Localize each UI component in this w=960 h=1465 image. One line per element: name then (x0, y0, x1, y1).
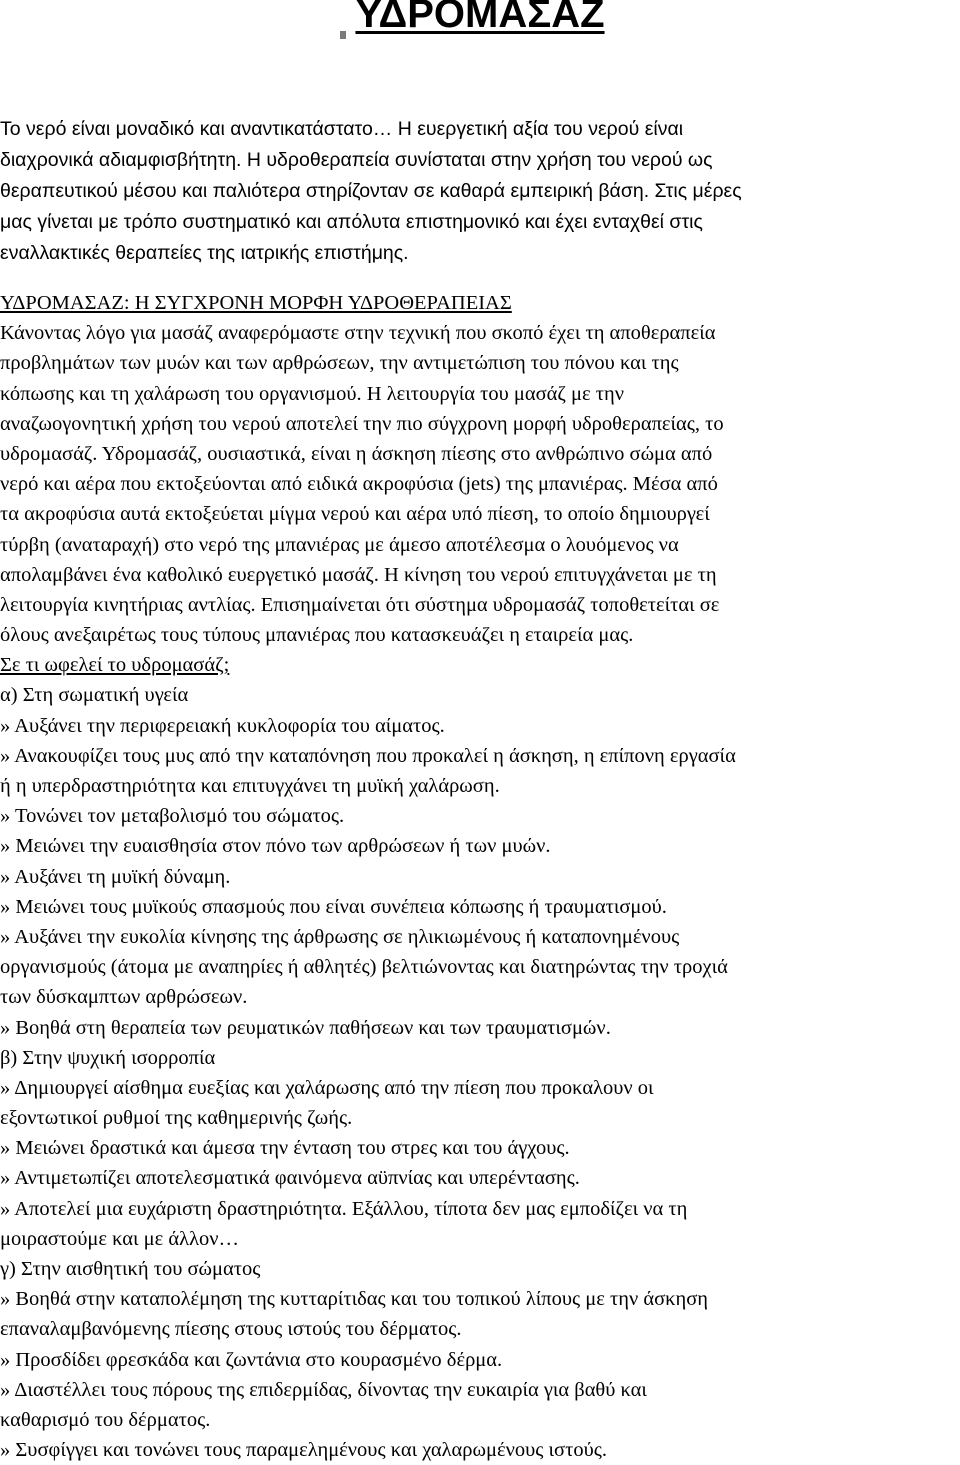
benefit-line: » Συσφίγγει και τονώνει τους παραμελημένους και χαλαρωμένους ιστούς. (0, 1439, 607, 1462)
benefit-line: » Αυξάνει την ευκολία κίνησης της άρθρωσης σε ηλικιωμένους ή καταπονημένους (0, 925, 680, 948)
benefit-line: μοιραστούμε και με άλλον… (0, 1227, 240, 1250)
benefit-line: » Ανακουφίζει τους μυς από την καταπόνηση που προκαλεί η άσκηση, η επίπονη εργασία (0, 744, 736, 767)
benefit-line: » Διαστέλλει τους πόρους της επιδερμίδας, δίνοντας την ευκαιρία για βαθύ και (0, 1378, 647, 1401)
benefit-line: των δύσκαμπτων αρθρώσεων. (0, 986, 248, 1009)
benefit-line: » Βοηθά στη θεραπεία των ρευματικών παθήσεων και των τραυματισμών. (0, 1016, 611, 1039)
section-b-heading: β) Στην ψυχική ισορροπία (0, 1046, 216, 1069)
benefit-line: ή η υπερδραστηριότητα και επιτυγχάνει τη μυϊκή χαλάρωση. (0, 775, 500, 797)
benefit-line: » Δημιουργεί αίσθημα ευεξίας και χαλάρωσης από την πίεση που προκαλουν οι (0, 1076, 654, 1099)
intro-line: θεραπευτικού μέσου και παλιότερα στηρίζονταν σε καθαρά εμπειρική βάση. Στις μέρες (0, 180, 742, 202)
body-line: προβλημάτων των μυών και των αρθρώσεων, την αντιμετώπιση του πόνου και της (0, 352, 679, 375)
document-title: ΥΔΡΟΜΑΣΑΖ (355, 0, 605, 36)
benefit-line: » Προσδίδει φρεσκάδα και ζωντάνια στο κουρασμένο δέρμα. (0, 1348, 503, 1371)
intro-line: μας γίνεται με τρόπο συστηματικό και απόλυτα επιστημονικό και έχει ενταχθεί στις (0, 211, 703, 233)
benefit-line: » Βοηθά στην καταπολέμηση της κυτταρίτιδας και του τοπικού λίπους με την άσκηση (0, 1288, 708, 1311)
intro-line: διαχρονικά αδιαμφισβήτητη. Η υδροθεραπεία συνίσταται στην χρήση του νερού ως (0, 149, 713, 171)
section-a-heading: α) Στη σωματική υγεία (0, 684, 189, 707)
body-line: τύρβη (αναταραχή) στο νερό της μπανιέρας με άμεσο αποτέλεσμα ο λουόμενος να (0, 533, 679, 556)
benefit-line: » Μειώνει την ευαισθησία στον πόνο των αρθρώσεων ή των μυών. (0, 835, 551, 858)
section-c-heading: γ) Στην αισθητική του σώματος (0, 1258, 261, 1280)
benefit-line: » Αντιμετωπίζει αποτελεσματικά φαινόμενα αϋπνίας και υπερέντασης. (0, 1167, 580, 1190)
benefit-line: » Αυξάνει τη μυϊκή δύναμη. (0, 865, 231, 888)
body-line: αναζωογονητική χρήση του νερού αποτελεί την πιο σύγχρονη μορφή υδροθεραπείας, το (0, 412, 724, 435)
benefit-line: » Τονώνει τον μεταβολισμό του σώματος. (0, 805, 345, 828)
benefit-line: » Μειώνει τους μυϊκούς σπασμούς που είναι συνέπεια κόπωσης ή τραυματισμού. (0, 895, 667, 918)
benefit-line: οργανισμούς (άτομα με αναπηρίες ή αθλητές) βελτιώνοντας και διατηρώντας την τροχιά (0, 956, 728, 979)
body-line: λειτουργία κινητήριας αντλίας. Επισημαίνεται ότι σύστημα υδρομασάζ τοποθετείται σε (0, 593, 720, 616)
benefit-line: εξοντωτικοί ρυθμοί της καθημερινής ζωής. (0, 1107, 353, 1130)
section-heading: ΥΔΡΟΜΑΣΑΖ: Η ΣΥΓΧΡΟΝΗ ΜΟΡΦΗ ΥΔΡΟΘΕΡΑΠΕΙΑΣ (0, 292, 512, 314)
intro-paragraph (0, 114, 925, 269)
benefits-question: Σε τι ωφελεί το υδρομασάζ; (0, 654, 230, 677)
intro-line: Το νερό είναι μοναδικό και αναντικατάστατο… Η ευεργετική αξία του νερού είναι (0, 118, 684, 140)
body-line: υδρομασάζ. Υδρομασάζ, ουσιαστικά, είναι η άσκηση πίεσης στο ανθρώπινο σώμα από (0, 442, 713, 465)
main-content (0, 288, 960, 1465)
body-line: Κάνοντας λόγο για μασάζ αναφερόμαστε στην τεχνική που σκοπό έχει τη αποθεραπεία (0, 322, 716, 345)
body-line: όλους ανεξαιρέτως τους τύπους μπανιέρας που κατασκευάζει η εταιρεία μας. (0, 624, 634, 647)
body-line: κόπωσης και τη χαλάρωση του οργανισμού. Η λειτουργία του μασάζ με την (0, 382, 624, 405)
body-line: απολαμβάνει ένα καθολικό ευεργετικό μασάζ. Η κίνηση του νερού επιτυγχάνεται με τη (0, 563, 717, 586)
benefit-line: καθαρισμό του δέρματος. (0, 1408, 211, 1431)
body-line: νερό και αέρα που εκτοξεύονται από ειδικά ακροφύσια (jets) της μπανιέρας. Μέσα από (0, 473, 718, 496)
body-line: τα ακροφύσια αυτά εκτοξεύεται μίγμα νερού και αέρα υπό πίεση, το οποίο δημιουργεί (0, 503, 710, 526)
benefit-line: » Αυξάνει την περιφερειακή κυκλοφορία του αίματος. (0, 714, 445, 737)
benefit-line: » Αποτελεί μια ευχάριστη δραστηριότητα. Εξάλλου, τίποτα δεν μας εμποδίζει να τη (0, 1197, 688, 1220)
intro-line: εναλλακτικές θεραπείες της ιατρικής επιστήμης. (0, 242, 409, 264)
benefit-line: επαναλαμβανόμενης πίεσης στους ιστούς του δέρματος. (0, 1318, 462, 1341)
benefit-line: » Μειώνει δραστικά και άμεσα την ένταση του στρες και του άγχους. (0, 1137, 570, 1160)
title-underline-mark (340, 31, 346, 39)
